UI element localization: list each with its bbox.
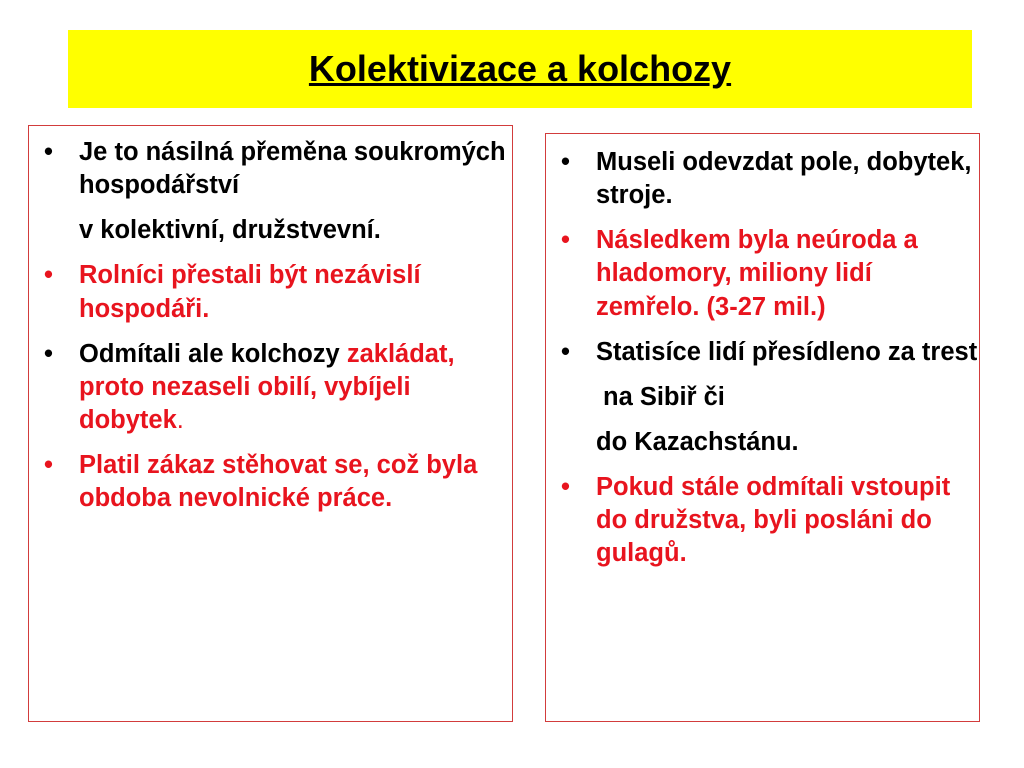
left-bullet-2: • Rolníci přestali být nezávislí hospodáři. [29,259,512,325]
right-bullet-2: • Následkem byla neúroda a hladomory, miliony lidí zemřelo. (3-27 mil.) [546,224,979,323]
right-bullet-3-continuation-2: do Kazachstánu. [596,427,799,456]
left-bullet-3-black: Odmítali ale kolchozy [79,339,340,368]
right-bullet-1: • Museli odevzdat pole, dobytek, stroje. [546,146,979,212]
left-bullet-1-text: Je to násilná přeměna soukromých hospodářství [79,138,506,200]
right-bullet-list [546,146,979,571]
left-bullet-3-red: zakládat, proto nezaseli obilí, vybíjeli dobytek [79,339,455,434]
left-bullet-3-dot: . [176,405,184,434]
left-bullet-4: • Platil zákaz stěhovat se, což byla obdoba nevolnické práce. [29,449,512,515]
right-panel [545,133,980,722]
right-bullet-3-continuation-1: na Sibiř či [603,382,725,411]
right-bullet-3: • Statisíce lidí přesídleno za trest [546,336,979,369]
left-bullet-1-continuation: v kolektivní, družstvevní. [79,216,381,245]
left-bullet-list [29,136,512,515]
right-bullet-4: • Pokud stále odmítali vstoupit do družstva, byli posláni do gulagů. [546,471,979,570]
left-bullet-1 [29,136,512,202]
left-bullet-3 [29,338,512,437]
slide-title: Kolektivizace a kolchozy [308,48,732,89]
left-panel [28,125,513,722]
title-banner [68,30,972,108]
